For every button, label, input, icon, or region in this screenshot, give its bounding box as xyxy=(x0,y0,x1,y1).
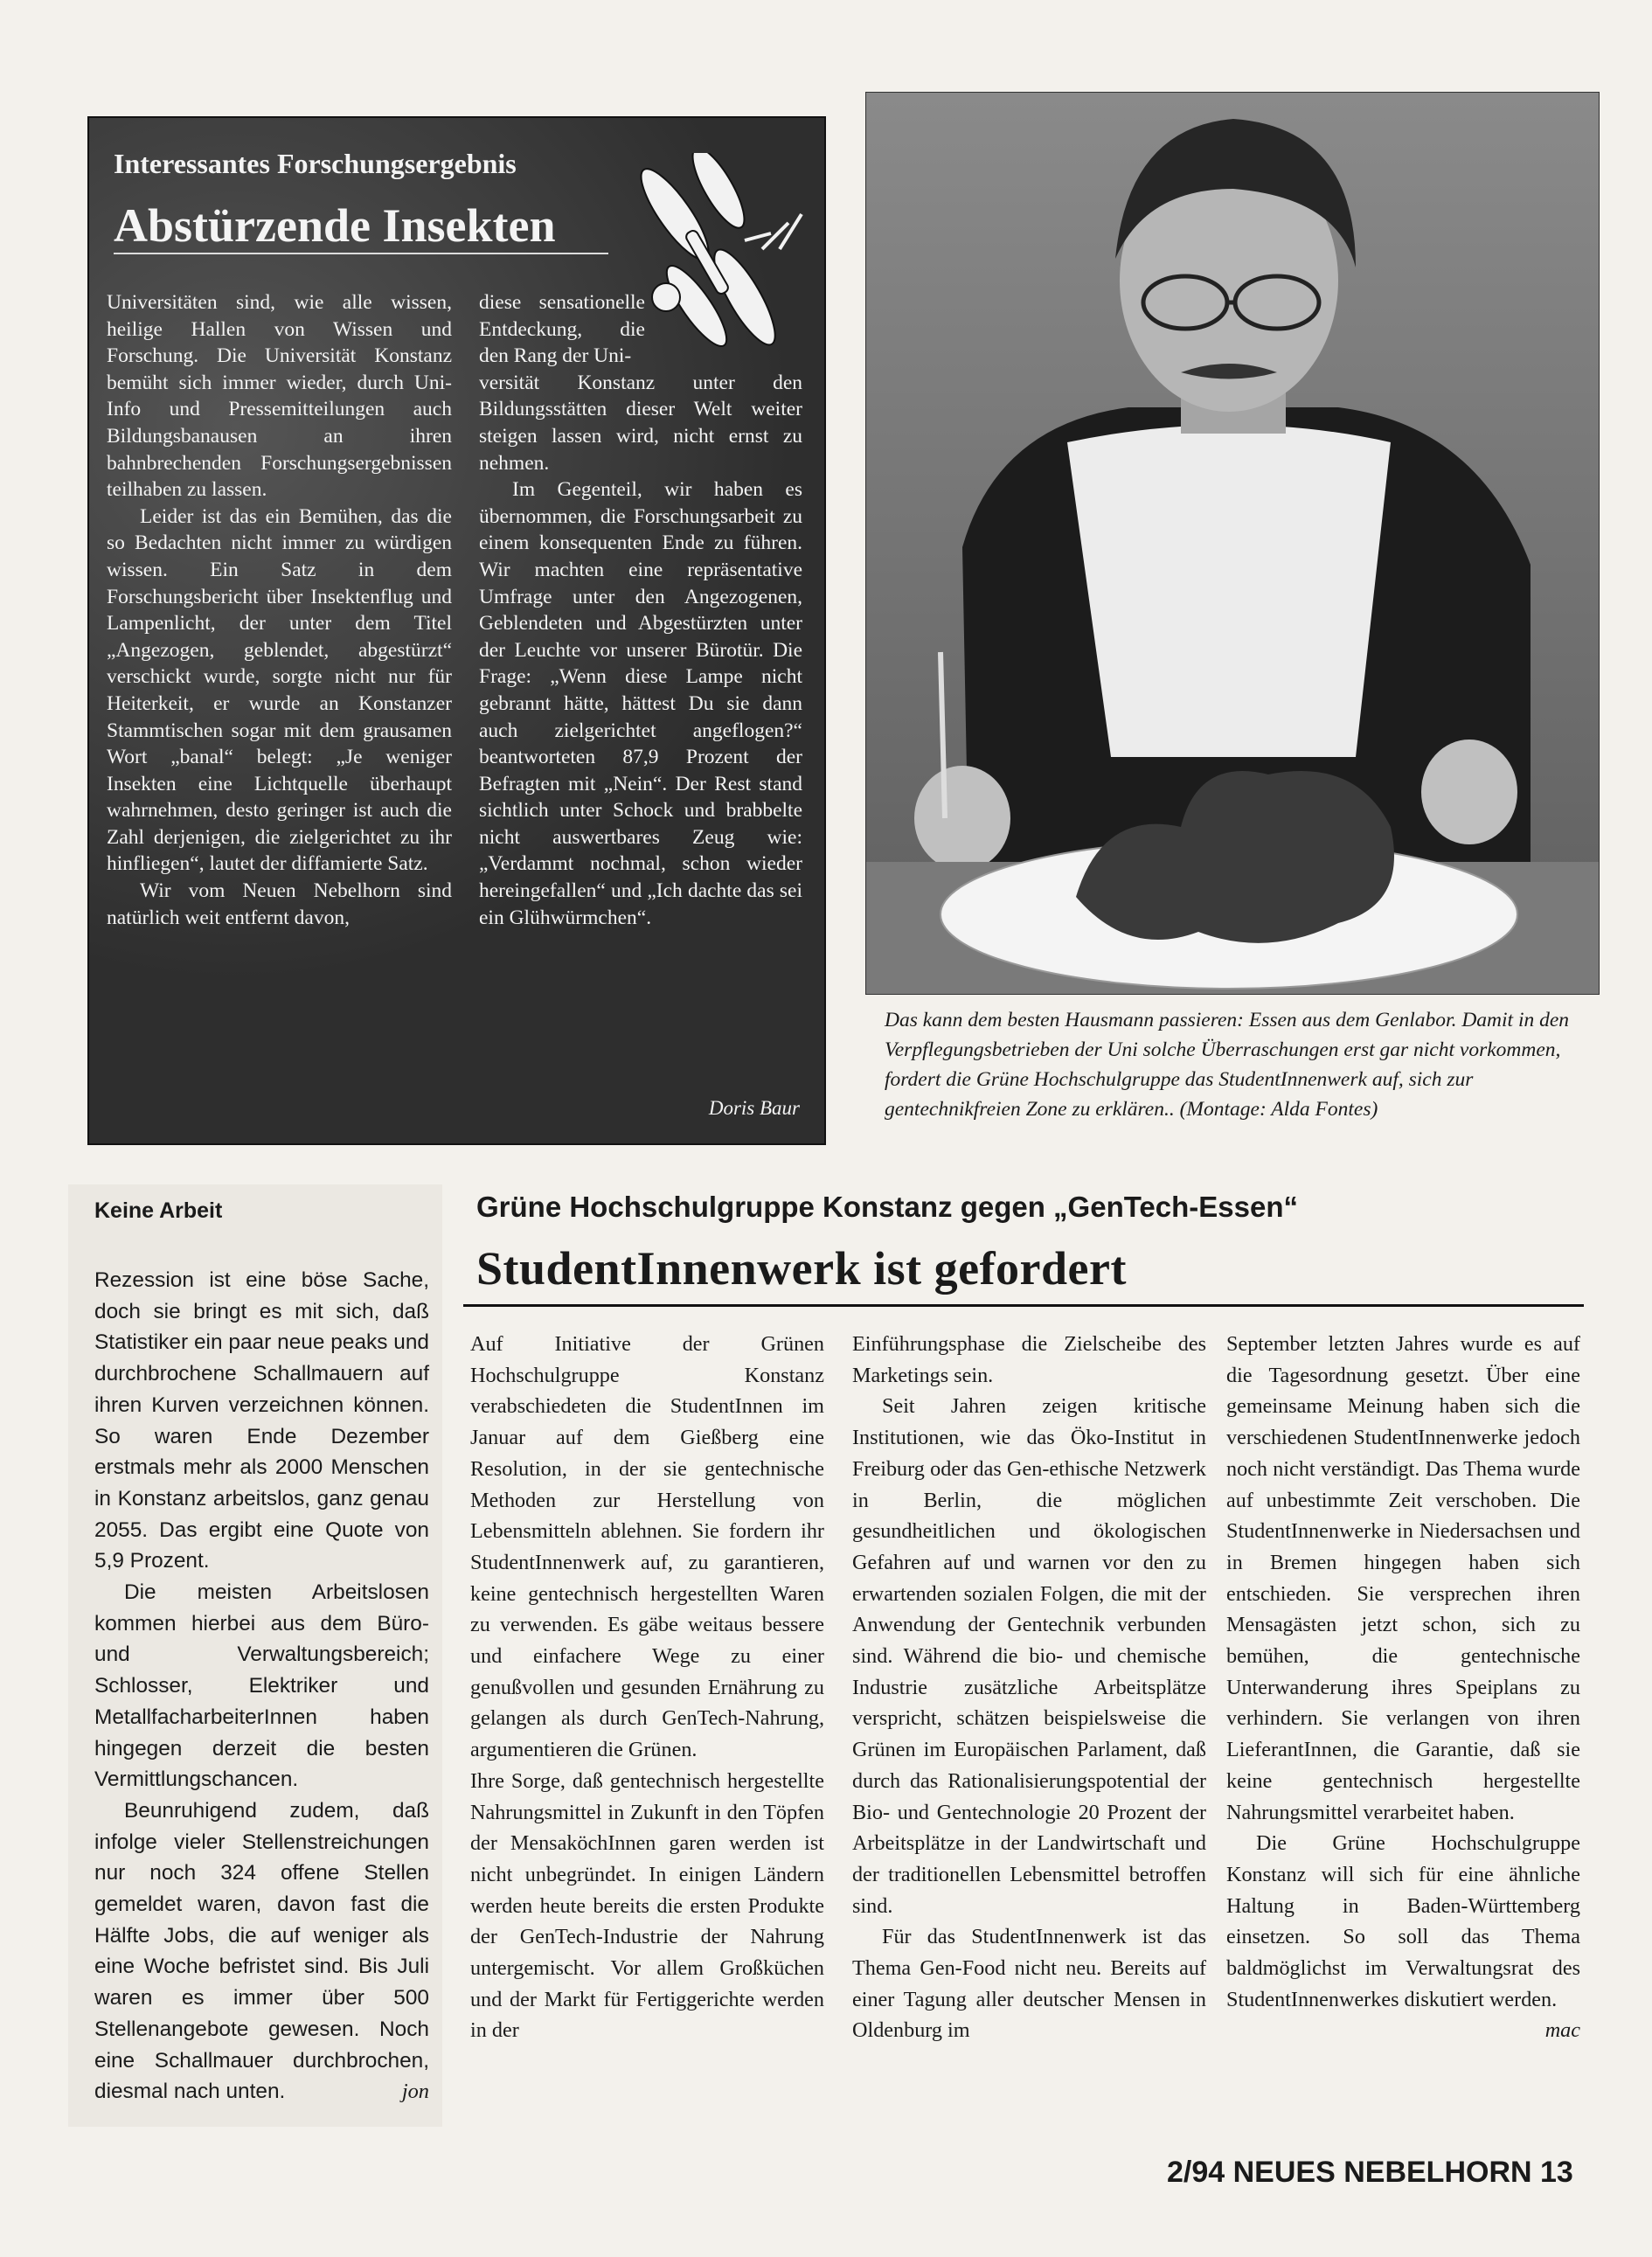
insect-article-column-2 xyxy=(479,289,802,931)
insect-paragraph-top: diese sensationelle Entdeckung, die den Rang der Uni- xyxy=(479,291,645,368)
insect-article-title: Abstürzende Insekten xyxy=(114,198,608,254)
main-paragraph xyxy=(1226,1828,1580,2043)
main-article-column-2 xyxy=(852,1329,1206,2046)
main-paragraph: September letzten Jahres wurde es auf die Tagesordnung gesetzt. Über eine gemeinsame Meinung haben sich die verschiedenen StudentInnenwerke jedoch noch nicht verständigt. Das Thema wurde auf unbestimmte Zeit verschoben. Die StudentInnenwerke in Niedersachsen und in Bremen hingegen haben sich entschieden. Sie versprechen ihren Mensagästen jetzt schon, sich zu bemühen, die gentechnische Unterwanderung ihres Speiplans zu verhindern. Sie verlangen von ihren LieferantInnen, die Garantie, daß sie keine gentechnisch hergestellte Nahrungsmittel verarbeitet haben. xyxy=(1226,1332,1580,1824)
photo-caption: Das kann dem besten Hausmann passieren: Essen aus dem Genlabor. Damit in den Verpflegungsbetrieben der Uni solche Überraschungen erst gar nicht vorkommen, fordert die Grüne Hochschulgruppe das StudentInnenwerk auf, sich zur gentechnikfreien Zone zu erklären.. (Montage: Alda Fontes) xyxy=(885,1009,1570,1121)
sidebar-paragraph: Die meisten Arbeitslosen kommen hierbei aus dem Büro- und Verwaltungsbereich; Schlosser, Elektriker und MetallfacharbeiterInnen haben hingegen derzeit die besten Vermittlungschancen. xyxy=(94,1580,429,1792)
sidebar-paragraph xyxy=(94,1795,429,2108)
insect-article-kicker: Interessantes Forschungsergebnis xyxy=(114,148,517,179)
main-article-kicker: Grüne Hochschulgruppe Konstanz gegen „GenTech-Essen“ xyxy=(476,1191,1299,1223)
main-paragraph: Seit Jahren zeigen kritische Institutionen, wie das Öko-Institut in Freiburg oder das Gen-ethische Netzwerk in Berlin, die möglichen gesundheitlichen und ökologischen Gefahren auf und warnen vor den zu erwartenden sozialen Folgen, die mit der Anwendung der Gentechnik verbunden sind. Während die bio- und chemische Industrie zusätzliche Arbeitsplätze verspricht, schätzen beispielsweise die Grünen im Europäischen Parlament, daß durch das Rationalisierungspotential der Bio- und Gentechnologie 20 Prozent der Arbeitsplätze in der Landwirtschaft und der traditionellen Lebensmittel betroffen sind. xyxy=(852,1394,1206,1918)
photo-man-with-food-image xyxy=(866,93,1600,995)
main-paragraph: Auf Initiative der Grünen Hochschulgruppe Konstanz verabschiedeten die StudentInnen im Januar auf dem Gießberg eine Resolution, in der sie gentechnische Methoden zur Herstellung von Lebensmitteln ablehnen. Sie fordern ihr StudentInnenwerk auf, zu garantieren, keine gentechnisch hergestellten Waren zu verwenden. Es gäbe weitaus bessere und einfachere Wege zu einer genußvollen und gesunden Ernährung zu gelangen als durch GenTech-Nahrung, argumentieren die Grünen. xyxy=(470,1332,824,1762)
insect-article-author: Doris Baur xyxy=(708,1097,800,1119)
page-footer: 2/94 NEUES NEBELHORN 13 xyxy=(1167,2156,1573,2189)
sidebar-heading: Keine Arbeit xyxy=(94,1198,223,1223)
insect-paragraph: Leider ist das ein Bemühen, das die so Bedachten nicht immer zu würdigen wissen. Ein Satz in dem Forschungsbericht über Insektenflug und Lampenlicht, der unter dem Titel „Angezogen, geblendet, abgestürzt“ verschickt wurde, sorgte nicht nur für Heiterkeit, er wurde an Konstanzer Stammtischen sogar mit dem grausamen Wort „banal“ belegt: „Je weniger Insekten eine Lichtquelle überhaupt wahrnehmen, desto geringer ist auch die Zahl derjenigen, die zielgerichtet zu ihr hinfliegen“, lautet der diffamierte Satz. xyxy=(107,504,452,876)
main-article-author: mac xyxy=(1544,2018,1580,2043)
main-paragraph: Einführungsphase die Zielscheibe des Marketings sein. xyxy=(852,1332,1206,1387)
sidebar-author: jon xyxy=(401,2080,429,2104)
main-paragraph-text: Die Grüne Hochschulgruppe Konstanz will sich für eine ähnliche Haltung in Baden-Württemberg einsetzen. So soll das Thema baldmöglichst im Verwaltungsrat des StudentInnenwerkes diskutiert werden. xyxy=(1226,1831,1580,2011)
main-article-column-1 xyxy=(470,1329,824,2046)
insect-paragraph: versität Konstanz unter den Bildungsstätten dieser Welt weiter steigen lassen wird, nicht ernst zu nehmen. xyxy=(479,371,802,475)
main-paragraph: Ihre Sorge, daß gentechnisch hergestellte Nahrungsmittel in Zukunft in den Töpfen der MensaköchInnen garen werden ist nicht unbegründet. In einigen Ländern werden heute bereits die ersten Produkte der GenTech-Industrie der Nahrung untergemischt. Vor allem Großküchen und der Markt für Fertiggerichte werden in der xyxy=(470,1768,824,2043)
headline-divider xyxy=(463,1304,1584,1307)
sidebar-paragraph: Rezession ist eine böse Sache, doch sie bringt es mit sich, daß Statistiker ein paar neue peaks und durchbrochene Schallmauern auf ihren Kurven verzeichnen können. So waren Ende Dezember erstmals mehr als 2000 Menschen in Konstanz arbeitslos, ganz genau 2055. Das ergibt eine Quote von 5,9 Prozent. xyxy=(94,1268,429,1573)
sidebar-box xyxy=(68,1184,442,2127)
insect-article-column-1 xyxy=(107,289,452,931)
sidebar-paragraph-text: Beunruhigend zudem, daß infolge vieler Stellenstreichungen nur noch 324 offene Stellen gemeldet waren, davon fast die Hälfte Jobs, die auf weniger als eine Woche befristet sind. Bis Juli waren es immer über 500 Stellenangebote gewesen. Noch eine Schallmauer durchbrochen, diesmal nach unten. xyxy=(94,1798,429,2104)
sidebar-text xyxy=(94,1265,429,2108)
insect-article-box xyxy=(87,116,826,1145)
insect-paragraph: Wir vom Neuen Nebelhorn sind natürlich weit entfernt davon, xyxy=(107,879,452,929)
main-article-headline: StudentInnenwerk ist gefordert xyxy=(476,1242,1127,1295)
insect-paragraph: Universitäten sind, wie alle wissen, heilige Hallen von Wissen und Forschung. Die Universität Konstanz bemüht sich immer wieder, durch Uni-Info und Pressemitteilungen auch Bildungsbanausen an ihren bahnbrechenden Forschungsergebnissen teilhaben zu lassen. xyxy=(107,291,452,502)
insect-paragraph: Im Gegenteil, wir haben es übernommen, die Forschungsarbeit zu einem konsequenten Ende zu führen. Wir machten eine repräsentative Umfrage unter den Angezogenen, Geblendeten und Abgestürzten unter der Leuchte vor unserer Bürotür. Die Frage: „Wenn diese Lampe nicht gebrannt hätte, hättest Du sie dann auch zielgerichtet angeflogen?“ beantworteten 87,9 Prozent der Befragten mit „Nein“. Der Rest stand sichtlich unter Schock und brabbelte nicht auswertbares Zeug wie: „Verdammt nochmal, schon wieder hereingefallen“ und „Ich dachte das sei ein Glühwürmchen“. xyxy=(479,478,802,929)
main-article-column-3 xyxy=(1226,1329,1580,2046)
main-paragraph: Für das StudentInnenwerk ist das Thema Gen-Food nicht neu. Bereits auf einer Tagung aller deutscher Mensen in Oldenburg im xyxy=(852,1925,1206,2043)
photo-montage xyxy=(865,92,1600,995)
